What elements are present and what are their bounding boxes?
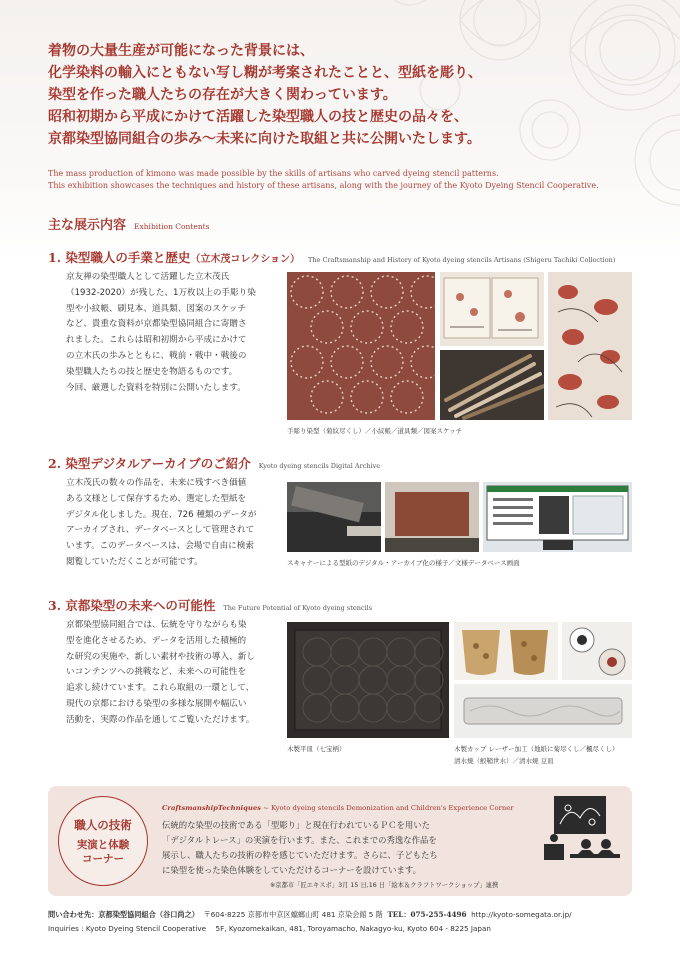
section1-title [48,248,615,266]
corner-title-rest: ~ Kyoto dyeing stencils Demonization and Children's Experience Corner [260,804,514,812]
intro-text [48,40,648,150]
body-line: （1932-2020）が残した、1万枚以上の手彫り染 [66,287,256,298]
intro-line: 着物の大量生産が可能になった背景には、 [48,43,314,59]
section3-caption-right-1: 木製カップ レーザー加工（地紙に菊尽くし／楓尽くし） [454,745,619,753]
body-line: います。このデータベースは、会場で自由に検索 [66,541,254,552]
body-line: 追求し続けています。これら取組の一環として、 [66,683,255,694]
body-line: な研究の実施や、新しい素材や技術の導入、新し [66,651,255,662]
intro-line: 京都染型協同組合の歩み～未来に向けた取組と共に公開いたします。 [48,131,481,147]
body-line: れました。これらは昭和初期から平成にかけて [66,335,247,346]
wooden-cups-photo [454,622,558,680]
intro-line: 染型を作った職人たちの存在が大きく関わっています。 [48,87,397,103]
corner-note: ※京都市「匠エキスポ」3月 15 日,16 日「絵本＆クラフトワークショップ」連携 [270,882,499,889]
body-line: 型や小紋帳、刷見本、道具類、図案のスケッチ [66,303,247,314]
stencil-photo-kiku [287,272,435,420]
contact-en: Inquiries : Kyoto Dyeing Stencil Cooperative 5F, Kyozomekaikan, 481, Toroyamacho, Nakagyo-ku, Kyoto 604 - 8225 Japan [48,924,491,933]
section3-title-jp: 3. 京都染型の未来への可能性 [48,598,216,613]
contact-tel: TEL：075-255-4496 [387,910,467,919]
contact-address: 〒604-8225 京都市中京区蟷螂山町 481 京染会館 5 階 [203,910,383,919]
section3-caption-right-2: 清水焼（鮫鞘世水）／清水焼 豆皿 [454,757,554,765]
badge-title: 職人の技術 [74,817,132,832]
body-line: ある文様として保存するため、選定した型紙を [66,493,247,504]
section2-title-en: Kyoto dyeing stencils Digital Archive [258,462,381,470]
kiyomizu-tray-photo [454,684,632,738]
corner-title-bold: CraftsmanshipTechniques [162,804,261,812]
intro-english [48,168,648,192]
website-link[interactable]: http://kyoto-somegata.or.jp/ [471,910,572,919]
tools-photo [440,350,544,420]
section1-body [66,270,256,396]
body-line: 今回、厳選した資料を特別に公開いたします。 [66,382,246,393]
body-line: 京都染型協同組合では、伝統を守りながらも染 [66,620,247,630]
database-screen-photo [483,482,632,552]
corner-body [162,818,438,878]
body-line: 現代の京都における染型の多様な展開や幅広い [66,698,247,709]
section3-body [66,618,255,729]
body-line: 「デジタルトレース」の実演を行います。また、これまでの秀逸な作品を [162,835,437,845]
section2-title [48,454,380,472]
body-line: いコンテンツへの挑戦など、未来への可能性を [66,667,247,678]
body-line: の立木氏の歩みとともに、戦前・戦中・戦後の [66,350,247,361]
body-line: 伝統的な染型の技術である「型彫り」と現在行われているＰＣを用いた [162,820,430,830]
exhibits-heading-en: Exhibition Contents [134,222,210,231]
body-line: など、貴重な資料が京都染型協同組合に寄贈さ [66,319,247,330]
exhibits-heading-jp: 主な展示内容 [48,218,127,233]
corner-title [162,804,514,812]
body-line: 京友禅の染型職人として活躍した立木茂氏 [66,272,230,282]
body-line: 展示し、職人たちの技術の粋を感じていただけます。さらに、子どもたち [162,850,438,860]
scanner-photo-2 [385,482,479,552]
section1-caption: 手彫り染型（菊紋尽くし）／小紋帳／道具類／図案スケッチ [287,427,463,435]
exhibits-heading [48,214,210,233]
footer-contact [48,908,572,936]
section3-caption-left: 木製平皿（七宝柄） [287,745,346,753]
body-line: 活動を、実際の作品を通してご覧いただけます。 [66,714,255,725]
section1-subtitle: （立木茂コレクション） [190,254,301,265]
intro-line: 昭和初期から平成にかけて活躍した染型職人の技と歴史の品々を、 [48,109,468,125]
section1-title-en: The Craftsmanship and History of Kyoto dyeing stencils Artisans (Shigeru Tachiki Collection) [308,256,616,264]
badge-line1: 実演と体験 [76,838,130,851]
section1-title-jp: 1. 染型職人の手業と歴史 [48,250,191,265]
body-line: 型を進化させるため、データを活用した積極的 [66,635,247,646]
section2-body [66,476,257,571]
ceramic-dishes-photo [562,622,632,680]
body-line: デジタル化しました。現在、726 種類のデータが [66,509,257,520]
intro-en-line: This exhibition showcases the techniques and history of these artisans, along with the journey of the Kyoto Dyeing Stencil Cooperative. [48,181,599,190]
experience-corner-badge [58,796,148,886]
body-line: 閲覧していただくことが可能です。 [66,556,203,567]
workshop-illustration-icon [540,794,624,876]
scanner-photo-1 [287,482,381,552]
section3-title-en: The Future Potential of Kyoto dyeing stencils [223,604,373,612]
pattern-book-photo [440,272,544,346]
contact-label: 問い合わせ先：京都染型協同組合（谷口尚之） [48,910,199,919]
badge-line2: コーナー [82,852,124,865]
body-line: 染型職人たちの技と歴史を物語るものです。 [66,366,238,377]
intro-en-line: The mass production of kimono was made possible by the skills of artisans who carved dyeing stencil patterns. [48,169,499,178]
body-line: アーカイブされ、データベースとして管理されて [66,525,255,536]
section2-title-jp: 2. 染型デジタルアーカイブのご紹介 [48,456,251,471]
design-sketch-photo [548,272,632,420]
body-line: 立木茂氏の数々の作品を、未来に残すべき価値 [66,478,247,488]
section2-caption: スキャナーによる型紙のデジタル・アーカイブ化の様子／文様データベース画面 [287,559,520,567]
wooden-plate-photo [287,622,449,738]
intro-line: 化学染料の輸入にともない写し糊が考案されたことと、型紙を彫り、 [48,65,482,81]
section3-title [48,596,372,614]
body-line: に染型を使った染色体験をしていただけるコーナーを設けています。 [162,865,421,875]
